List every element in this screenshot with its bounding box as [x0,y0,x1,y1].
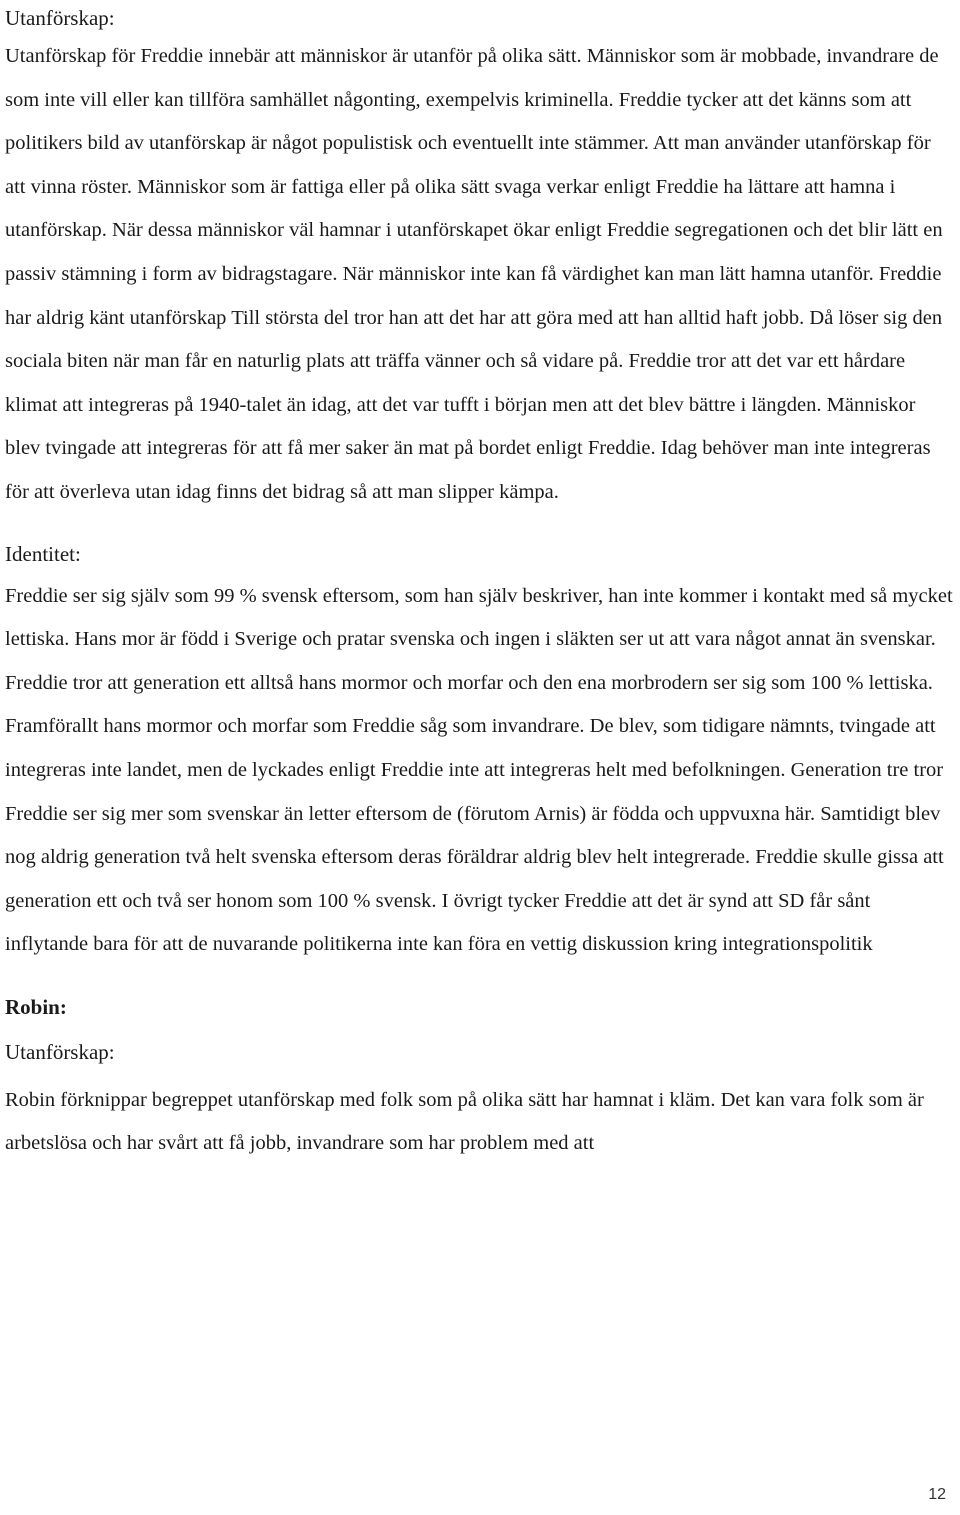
page-number: 12 [928,1486,946,1503]
paragraph-identitet-freddie: Freddie ser sig själv som 99 % svensk eftersom, som han själv beskriver, han inte kommer i kontakt med så mycket lettiska. Hans mor är född i Sverige och pratar svenska och ingen i släkten ser ut att vara något annat än svenskar. Freddie tror att generation ett alltså hans mormor och morfar och den ena morbrodern ser sig som 100 % lettiska. Framförallt hans mormor och morfar som Freddie såg som invandrare. De blev, som tidigare nämnts, tvingade att integreras inte landet, men de lyckades enligt Freddie inte att integreras helt med befolkningen. Generation tre tror Freddie ser sig mer som svenskar än letter eftersom de (förutom Arnis) är födda och uppvuxna här. Samtidigt blev nog aldrig generation två helt svenska eftersom deras föräldrar aldrig blev helt integrerade. Freddie skulle gissa att generation ett och två ser honom som 100 % svensk. I övrigt tycker Freddie att det är synd att SD får sånt inflytande bara för att de nuvarande politikerna inte kan föra en vettig diskussion kring integrationspolitik [5,584,953,956]
paragraph-utanforskap-robin: Robin förknippar begreppet utanförskap med folk som på olika sätt har hamnat i kläm. Det kan vara folk som är arbetslösa och har svårt att få jobb, invandrare som har problem med att [5,1088,924,1155]
section-heading-identitet: Identitet: [5,541,81,566]
paragraph-utanforskap-freddie: Utanförskap för Freddie innebär att människor är utanför på olika sätt. Människor som är mobbade, invandrare de som inte vill eller kan tillföra samhället någonting, exempelvis kriminella. Freddie tycker att det känns som att politikers bild av utanförskap är något populistisk och eventuellt inte stämmer. Att man använder utanförskap för att vinna röster. Människor som är fattiga eller på olika sätt svaga verkar enligt Freddie ha lättare att hamna i utanförskap. När dessa människor väl hamnar i utanförskapet ökar enligt Freddie segregationen och det blir lätt en passiv stämning i form av bidragstagare. När människor inte kan få värdighet kan man lätt hamna utanför. Freddie har aldrig känt utanförskap Till största del tror han att det har att göra med att han alltid haft jobb. Då löser sig den sociala biten när man får en naturlig plats att träffa vänner och så vidare på. Freddie tror att det var ett hårdare klimat att integreras på 1940-talet än idag, att det var tufft i början men att det blev bättre i längden. Människor blev tvingade att integreras för att få mer saker än mat på bordet enligt Freddie. Idag behöver man inte integreras för att överleva utan idag finns det bidrag så att man slipper kämpa. [5,45,943,503]
page-content [5,4,953,1166]
section-heading-utanforskap-robin: Utanförskap: [5,1039,115,1064]
section-heading-utanforskap: Utanförskap: [5,6,115,30]
person-heading-robin: Robin: [5,994,67,1019]
